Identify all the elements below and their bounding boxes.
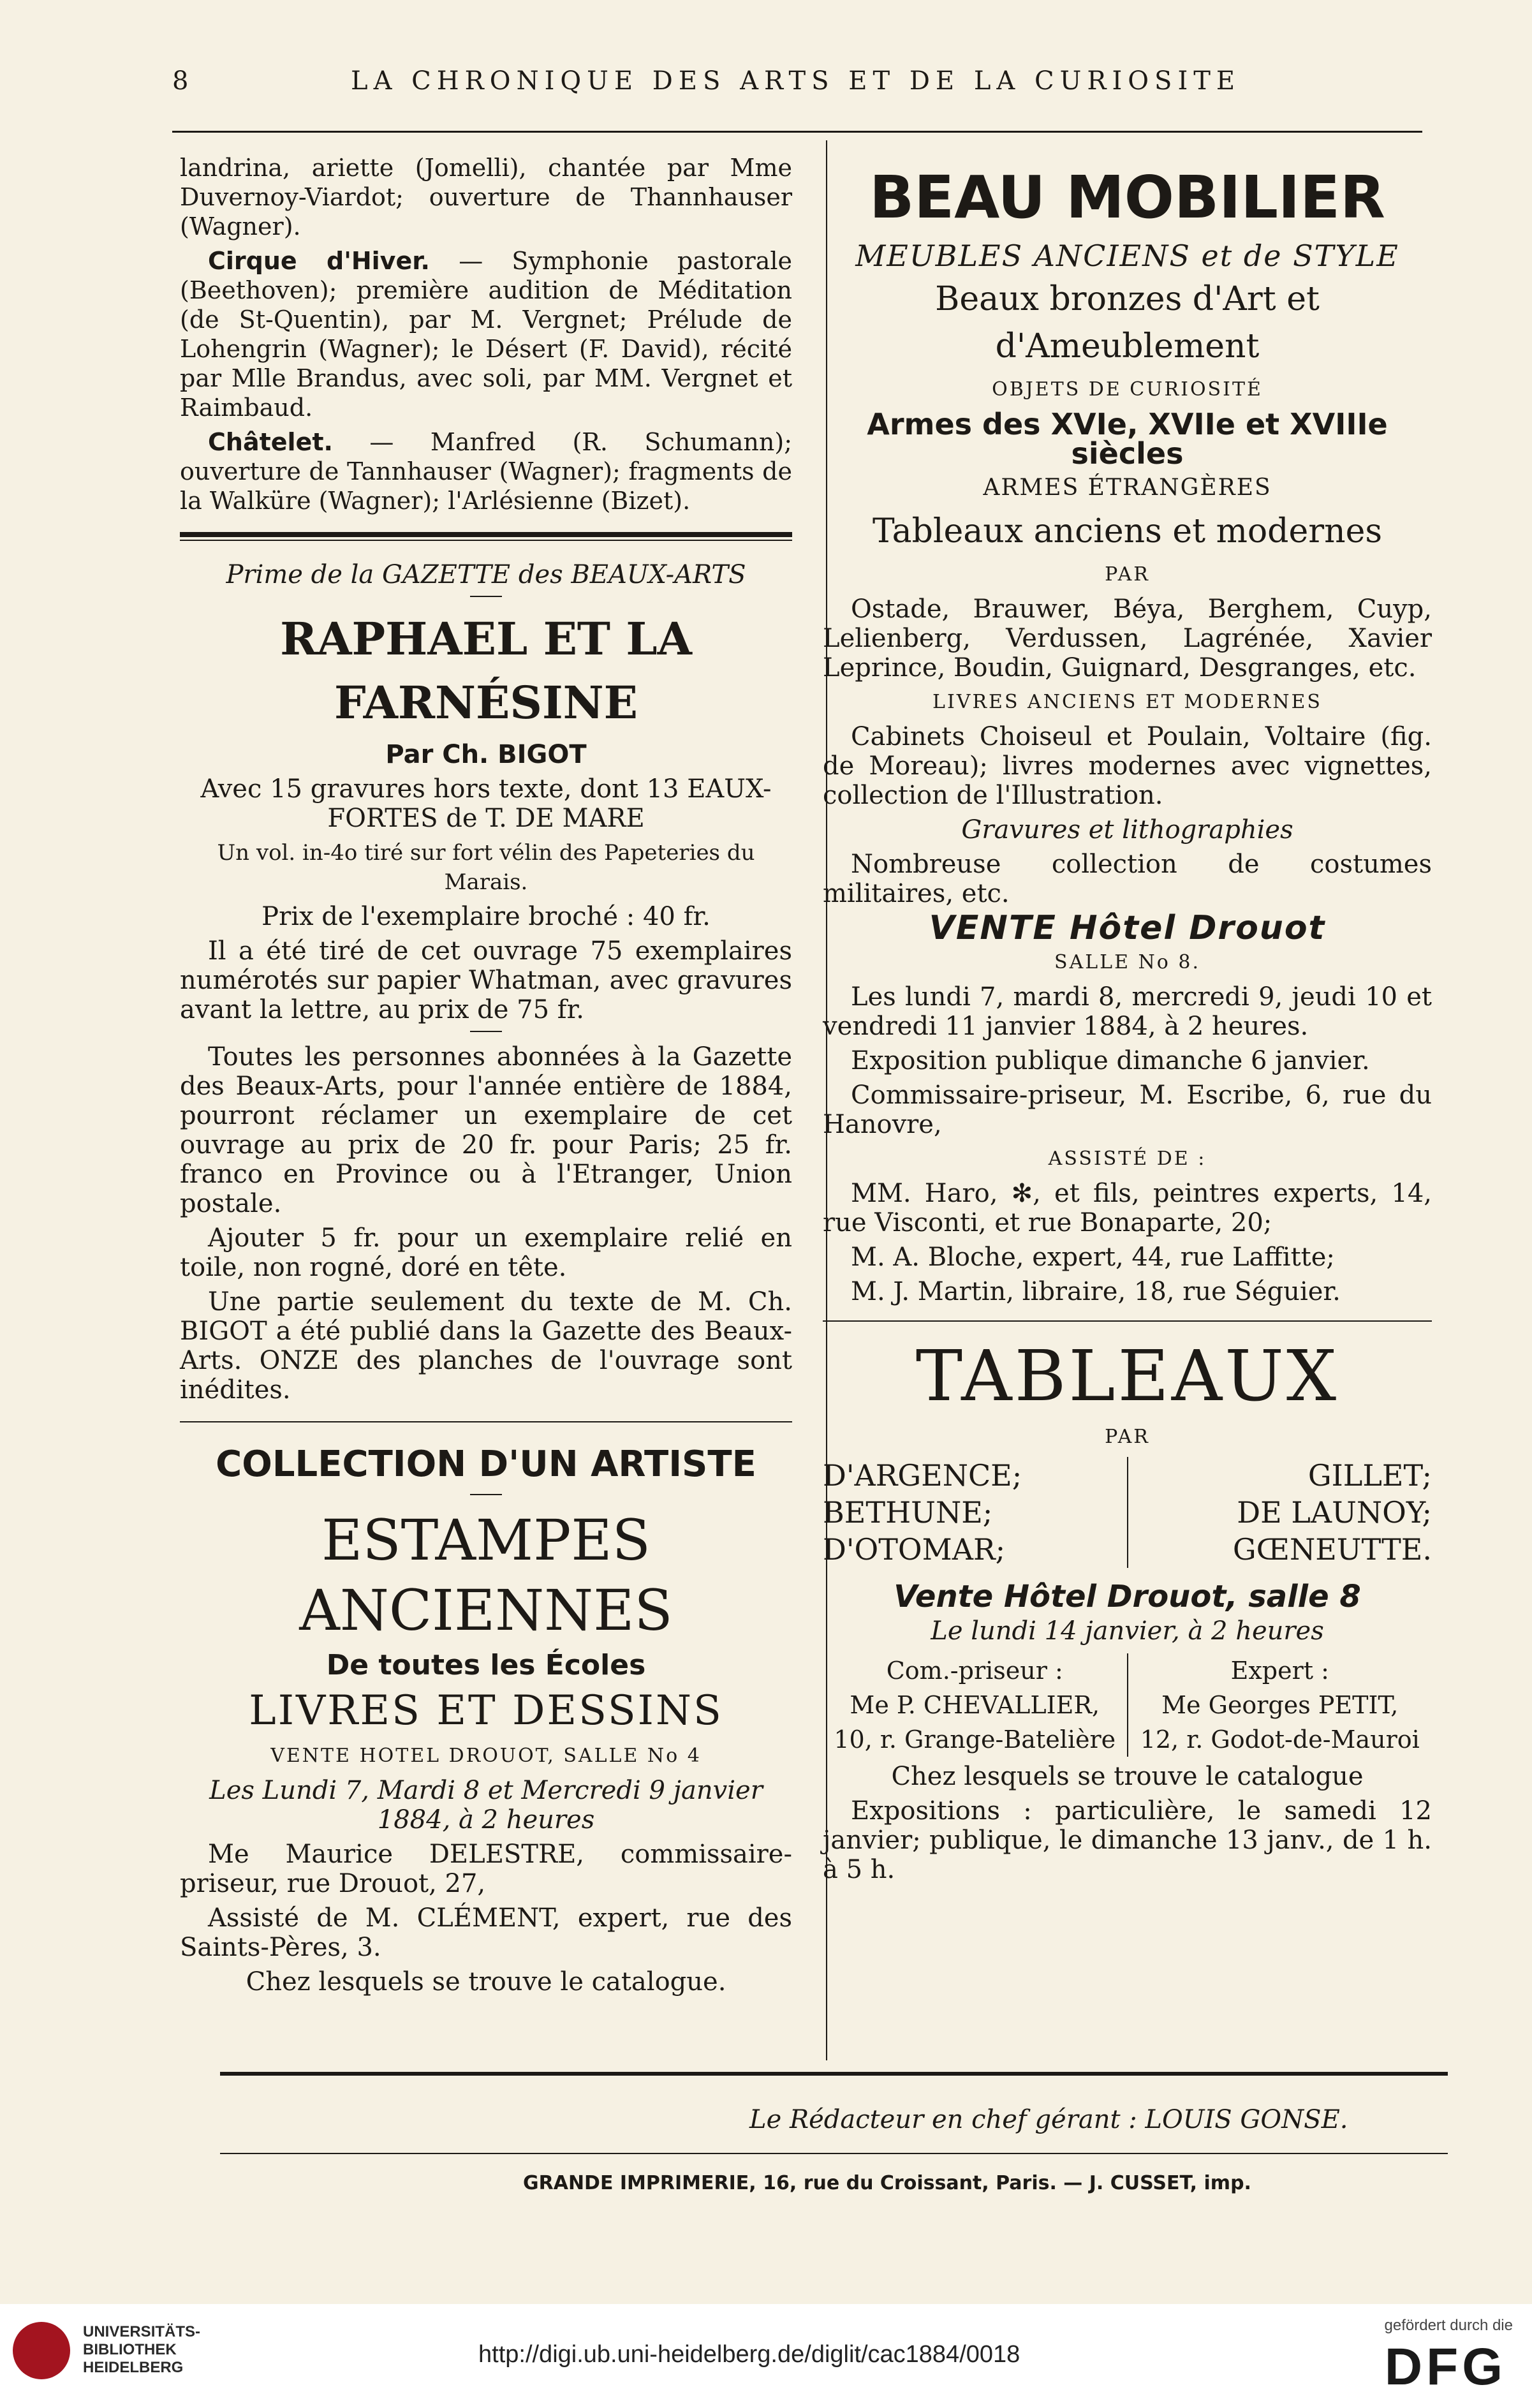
bronzes-text: Beaux bronzes d'Art et d'Ameublement	[935, 280, 1320, 366]
exposition-1: Exposition publique dimanche 6 janvier.	[851, 1046, 1370, 1075]
collection-title: COLLECTION D'UN ARTISTE	[216, 1444, 756, 1485]
partie-text: Une partie seulement du texte de M. Ch. BIGOT a été publié dans la Gazette des Beaux-Arts. ONZE des planches de l'ouvrage sont inédites.	[180, 1287, 792, 1405]
expert-cell	[1128, 1653, 1433, 1757]
armes-etrangeres: ARMES ÉTRANGÈRES	[983, 475, 1272, 501]
catalogue-text: Chez lesquels se trouve le catalogue.	[246, 1967, 726, 1997]
right-column	[823, 159, 1432, 1889]
footer-rule	[220, 2072, 1448, 2076]
separator	[470, 596, 502, 597]
painters-text: Ostade, Brauwer, Béya, Berghem, Cuyp, Lelienberg, Verdussen, Lagrénée, Xavier Leprince, Boudin, Guignard, Desgranges, etc.	[823, 595, 1432, 683]
thin-rule	[180, 540, 792, 541]
martin-text: M. J. Martin, libraire, 18, rue Séguier.	[851, 1277, 1341, 1306]
source-url[interactable]: http://digi.ub.uni-heidelberg.de/diglit/cac1884/0018	[478, 2341, 1020, 2368]
thick-rule	[180, 532, 792, 537]
dates-text: Les Lundi 7, Mardi 8 et Mercredi 9 janvier 1884, à 2 heures	[209, 1776, 763, 1835]
cirque-title: Cirque d'Hiver.	[208, 247, 430, 275]
imprimerie-text: GRANDE IMPRIMERIE, 16, rue du Croissant, Paris. — J. CUSSET, imp.	[523, 2172, 1251, 2194]
catalogue-2: Chez lesquels se trouve le catalogue	[891, 1762, 1364, 1791]
cabinets-text: Cabinets Choiseul et Poulain, Voltaire (fig. de Moreau); livres modernes avec vignettes, collection de l'Illustration.	[823, 722, 1432, 810]
armes-text: Armes des XVIe, XVIIe et XVIIIe siècles	[867, 407, 1388, 471]
delestre-text: Me Maurice DELESTRE, commissaire-priseur, rue Drouot, 27,	[180, 1840, 792, 1898]
header-rule	[172, 131, 1422, 133]
price-text: Prix de l'exemplaire broché : 40 fr.	[261, 902, 711, 931]
par-label-2: PAR	[1105, 1426, 1150, 1448]
vente-text: VENTE HOTEL DROUOT, SALLE No 4	[270, 1745, 702, 1767]
artists-right	[1128, 1457, 1433, 1568]
commissaire-cell	[823, 1653, 1128, 1757]
estampes-title: ESTAMPES ANCIENNES	[299, 1507, 673, 1643]
ecoles-text: De toutes les Écoles	[326, 1649, 646, 1681]
bloche-text: M. A. Bloche, expert, 44, rue Laffitte;	[851, 1243, 1335, 1272]
tirage-text: Il a été tiré de cet ouvrage 75 exemplaires numérotés sur papier Whatman, avec gravures avant la lettre, au prix de 75 fr.	[180, 936, 792, 1024]
separator	[470, 1494, 502, 1495]
redacteur-text: Le Rédacteur en chef gérant : LOUIS GONSE.	[749, 2105, 1348, 2134]
prime-title: Prime de la GAZETTE des BEAUX-ARTS	[226, 560, 746, 589]
artist: DE LAUNOY;	[1237, 1495, 1432, 1530]
expert-label: Expert :	[1230, 1657, 1329, 1685]
abonnes-text: Toutes les personnes abonnées à la Gazette des Beaux-Arts, pour l'année entière de 1884, pourront réclamer un exemplaire de cet ouvrage au prix de 20 fr. pour Paris; 25 fr. franco en Province ou à l'Etranger, Union postale.	[180, 1042, 792, 1218]
clement-text: Assisté de M. CLÉMENT, expert, rue des Saints-Pères, 3.	[180, 1903, 792, 1962]
livres-title: LIVRES ET DESSINS	[249, 1687, 723, 1734]
livres-anciens: LIVRES ANCIENS ET MODERNES	[932, 691, 1322, 713]
com-label: Com.-priseur :	[886, 1657, 1063, 1685]
raphael-author: Par Ch. BIGOT	[385, 740, 587, 769]
library-name: UNIVERSITÄTS- BIBLIOTHEK HEIDELBERG	[83, 2323, 201, 2376]
raphael-title: RAPHAEL ET LA FARNÉSINE	[280, 612, 692, 729]
artist: GILLET;	[1307, 1458, 1432, 1493]
haro-text: MM. Haro, ✻, et fils, peintres experts, 14, rue Visconti, et rue Bonaparte, 20;	[823, 1179, 1432, 1237]
dates-1: Les lundi 7, mardi 8, mercredi 9, jeudi 10 et vendredi 11 janvier 1884, à 2 heures.	[823, 982, 1432, 1041]
chatelet-paragraph	[180, 427, 792, 515]
volume-text: Un vol. in-4o tiré sur fort vélin des Papeteries du Marais.	[217, 840, 755, 895]
chatelet-text: — Manfred (R. Schumann); ouverture de Tannhauser (Wagner); fragments de la Walküre (Wagner); l'Arlésienne (Bizet).	[180, 428, 792, 515]
artist: D'ARGENCE;	[823, 1458, 1022, 1493]
cirque-paragraph	[180, 246, 792, 422]
vente-drouot-2: Vente Hôtel Drouot, salle 8	[894, 1579, 1361, 1614]
com-addr: 10, r. Grange-Batelière	[834, 1725, 1116, 1754]
experts-table	[823, 1653, 1432, 1757]
artist: D'OTOMAR;	[823, 1532, 1006, 1567]
separator	[470, 1031, 502, 1032]
com-name: Me P. CHEVALLIER,	[850, 1691, 1100, 1719]
section-rule	[180, 1421, 792, 1422]
footer-rule-2	[220, 2153, 1448, 2154]
chatelet-title: Châtelet.	[208, 428, 333, 456]
artist: GŒNEUTTE.	[1232, 1532, 1432, 1567]
tableaux-title: TABLEAUX	[915, 1335, 1339, 1417]
expert-addr: 12, r. Godot-de-Mauroi	[1140, 1725, 1420, 1754]
dates-2: Le lundi 14 janvier, à 2 heures	[931, 1616, 1324, 1646]
page-header	[172, 66, 1455, 105]
concert-intro: landrina, ariette (Jomelli), chantée par Mme Duvernoy-Viardot; ouverture de Thannhauser (Wagner).	[180, 154, 792, 240]
par-label: PAR	[1105, 563, 1150, 586]
salle-8: SALLE No 8.	[1054, 951, 1200, 973]
commissaire-1: Commissaire-priseur, M. Escribe, 6, rue du Hanovre,	[823, 1081, 1432, 1139]
cirque-text: — Symphonie pastorale (Beethoven); première audition de Méditation (de St-Quentin), par M. Vergnet; Prélude de Lohengrin (Wagner); le Désert (F. David), récité par Mlle Brandus, avec soli, par MM. Vergnet et Raimbaud.	[180, 247, 793, 422]
artists-left	[823, 1457, 1128, 1568]
artists-table	[823, 1457, 1432, 1568]
funded-label: gefördert durch die	[1384, 2317, 1513, 2334]
expert-name: Me Georges PETIT,	[1161, 1691, 1399, 1719]
journal-title: LA CHRONIQUE DES ARTS ET DE LA CURIOSITE	[351, 66, 1241, 96]
library-seal-icon	[13, 2322, 70, 2379]
section-rule	[823, 1320, 1432, 1322]
library-footer-bar	[0, 2304, 1532, 2408]
assiste-label: ASSISTÉ DE :	[1048, 1148, 1207, 1170]
gravures-text: Avec 15 gravures hors texte, dont 13 EAUX-FORTES de T. DE MARE	[200, 774, 772, 833]
dfg-logo: DFG	[1384, 2338, 1506, 2396]
page-number: 8	[172, 66, 195, 96]
vente-drouot-1: VENTE Hôtel Drouot	[929, 909, 1326, 947]
ajouter-text: Ajouter 5 fr. pour un exemplaire relié en toile, non rogné, doré en tête.	[180, 1223, 792, 1282]
meubles-text: MEUBLES ANCIENS et de STYLE	[855, 239, 1399, 273]
objets-text: OBJETS DE CURIOSITÉ	[992, 378, 1263, 401]
left-column	[180, 153, 792, 2002]
tableaux-anciens: Tableaux anciens et modernes	[872, 512, 1383, 550]
expositions-text: Expositions : particulière, le samedi 12 janvier; publique, le dimanche 13 janv., de 1 h. à 5 h.	[823, 1796, 1432, 1884]
artist: BETHUNE;	[823, 1495, 993, 1530]
gravures-litho: Gravures et lithographies	[961, 815, 1293, 845]
beau-mobilier-title: BEAU MOBILIER	[869, 163, 1385, 232]
costumes-text: Nombreuse collection de costumes militaires, etc.	[823, 850, 1432, 908]
